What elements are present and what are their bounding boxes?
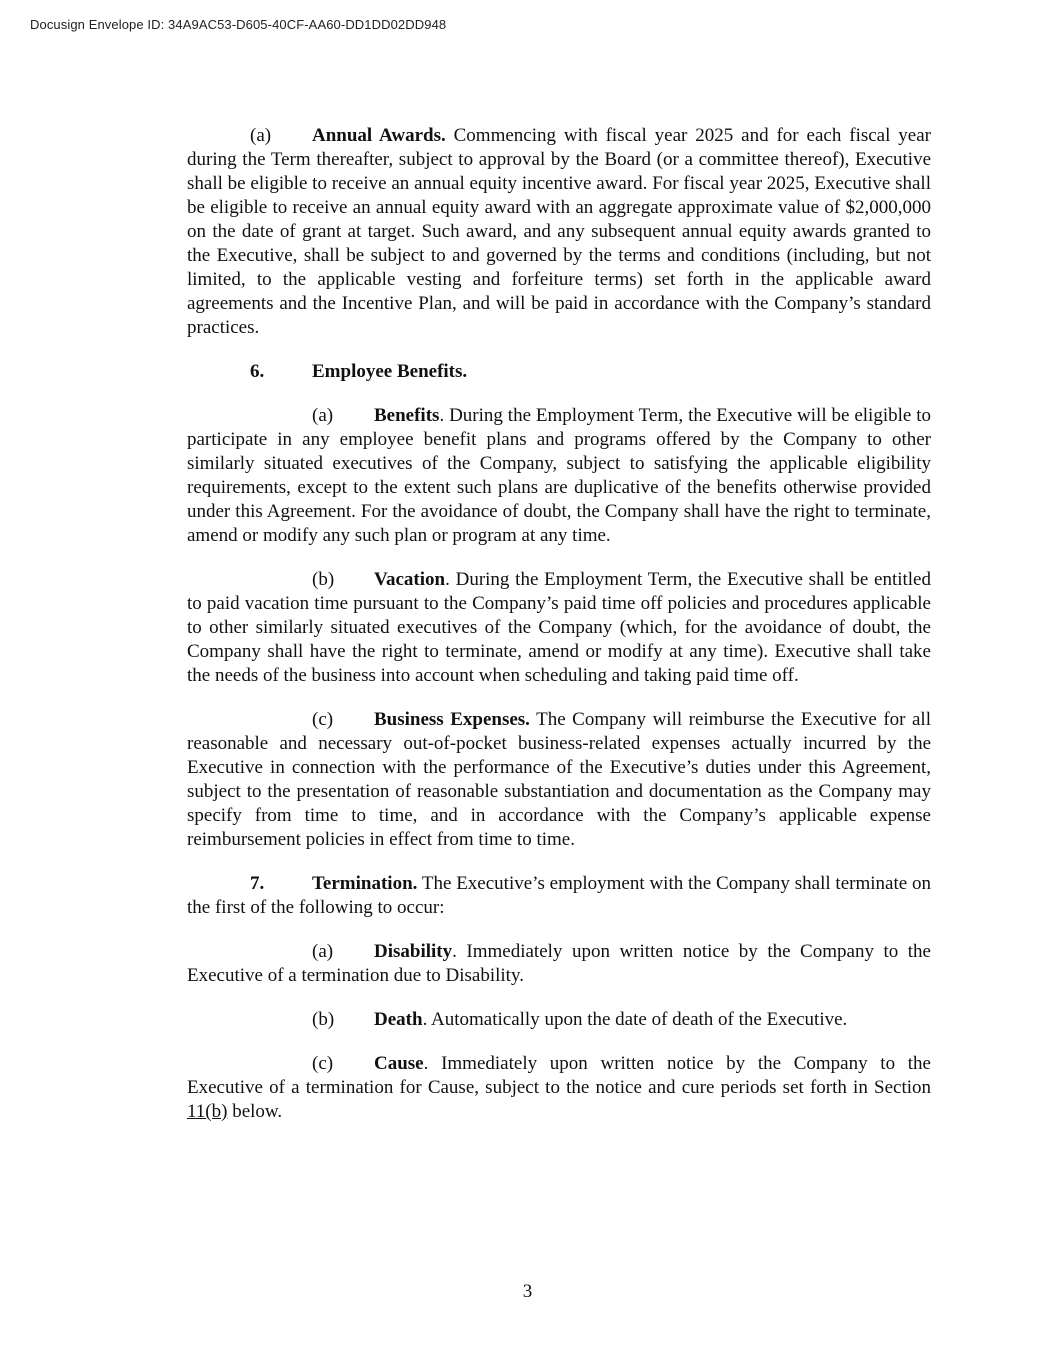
- paragraph-text: . Immediately upon written notice by the Company to the Executive of a termination due to Disability.: [187, 941, 931, 986]
- document-body: [187, 124, 931, 1144]
- paragraph-title: Benefits: [374, 405, 440, 426]
- paragraph-title: Annual Awards.: [312, 125, 446, 146]
- paragraph-label: (a): [250, 125, 272, 146]
- paragraph-text: . During the Employment Term, the Executive shall be entitled to paid vacation time pursuant to the Company’s paid time off policies and procedures applicable to other similarly situated executives of the Company (which, for the avoidance of doubt, the Company shall have the right to terminate, amend or modify at any time). Executive shall take the needs of the business into account when scheduling and taking paid time off.: [187, 569, 931, 686]
- paragraph-text: The Company will reimburse the Executive for all reasonable and necessary out-of-pocket business-related expenses actually incurred by the Executive in connection with the performance of the Executive’s duties under this Agreement, subject to the presentation of reasonable substantiation and documentation as the Company may specify from time to time, and in accordance with the Company’s applicable expense reimbursement policies in effect from time to time.: [187, 709, 931, 850]
- paragraph-text: The Executive’s employment with the Company shall terminate on the first of the following to occur:: [187, 873, 931, 918]
- paragraph-death: [187, 1008, 931, 1032]
- paragraph-text: . Immediately upon written notice by the Company to the Executive of a termination for Cause, subject to the notice and cure periods set forth in Section: [187, 1053, 931, 1098]
- paragraph-vacation: [187, 568, 931, 688]
- section-title: Termination.: [312, 873, 418, 894]
- paragraph-text: . Automatically upon the date of death of the Executive.: [422, 1009, 848, 1030]
- paragraph-title: Business Expenses.: [374, 709, 530, 730]
- page-number: 3: [522, 1281, 533, 1302]
- paragraph-label: (c): [312, 1053, 334, 1074]
- paragraph-label: (a): [312, 405, 334, 426]
- paragraph-title: Cause: [374, 1053, 424, 1074]
- paragraph-disability: [187, 940, 931, 988]
- paragraph-text-after: below.: [227, 1101, 283, 1122]
- section-termination: [187, 872, 931, 920]
- paragraph-business-expenses: [187, 708, 931, 852]
- paragraph-title: Death: [374, 1009, 423, 1030]
- paragraph-label: (c): [312, 709, 334, 730]
- section-heading-employee-benefits: [187, 360, 931, 384]
- envelope-id: Docusign Envelope ID: 34A9AC53-D605-40CF-AA60-DD1DD02DD948: [30, 17, 447, 32]
- paragraph-text: . During the Employment Term, the Executive will be eligible to participate in any employee benefit plans and programs offered by the Company to other similarly situated executives of the Company, subject to satisfying the applicable eligibility requirements, except to the extent such plans are duplicative of the benefits otherwise provided under this Agreement. For the avoidance of doubt, the Company shall have the right to terminate, amend or modify any such plan or program at any time.: [187, 405, 931, 546]
- paragraph-title: Vacation: [374, 569, 446, 590]
- paragraph-label: (b): [312, 1009, 335, 1030]
- paragraph-cause: [187, 1052, 931, 1124]
- section-title: Employee Benefits.: [312, 361, 468, 382]
- paragraph-label: (a): [312, 941, 334, 962]
- paragraph-title: Disability: [374, 941, 453, 962]
- section-number: 7.: [250, 873, 265, 894]
- paragraph-benefits: [187, 404, 931, 548]
- section-number: 6.: [250, 361, 265, 382]
- paragraph-text: Commencing with fiscal year 2025 and for each fiscal year during the Term thereafter, subject to approval by the Board (or a committee thereof), Executive shall be eligible to receive an annual equity incentive award. For fiscal year 2025, Executive shall be eligible to receive an annual equity award with an aggregate approximate value of $2,000,000 on the date of grant at target. Such award, and any subsequent annual equity awards granted to the Executive, shall be subject to and governed by the terms and conditions (including, but not limited, to the applicable vesting and forfeiture terms) set forth in the applicable award agreements and the Incentive Plan, and will be paid in accordance with the Company’s standard practices.: [187, 125, 931, 338]
- paragraph-label: (b): [312, 569, 335, 590]
- paragraph-annual-awards: [187, 124, 931, 340]
- section-reference-link[interactable]: 11(b): [187, 1101, 228, 1122]
